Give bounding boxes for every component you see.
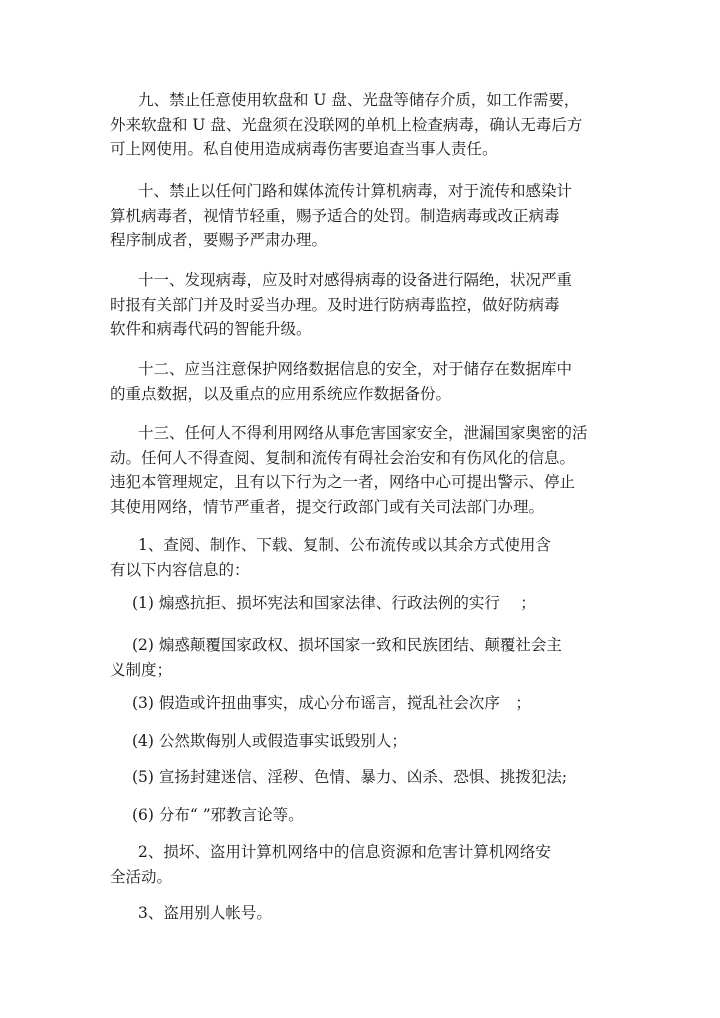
paragraph-10 [110,179,590,253]
paragraph-line: 外来软盘和 U 盘、光盘须在没联网的单机上检查病毒，确认无毒后方 [110,115,583,134]
paragraph-line: (5) 宣扬封建迷信、淫秽、色情、暴力、凶杀、恐惧、挑拨犯法; [132,768,568,786]
list-item-1 [110,533,590,582]
paragraph-line: 义制度； [110,660,173,679]
paragraph-line: 3、盗用别人帐号。 [138,904,272,922]
sub-item-2 [110,633,590,682]
paragraph-13 [110,421,590,519]
paragraph-line: 全活动。 [110,867,173,886]
paragraph-line: 软件和病毒代码的智能升级。 [110,320,312,338]
paragraph-line: 有以下内容信息的： [110,560,250,579]
paragraph-line: 十一、发现病毒，应及时对感得病毒的设备进行隔绝，状况严重 [138,271,573,289]
paragraph-11 [110,268,590,342]
list-item-2 [110,840,590,889]
paragraph-line: 十、禁止以任何门路和媒体流传计算机病毒，对于流传和感染计 [138,182,573,200]
list-item-3 [110,901,590,926]
sub-item-1 [110,591,590,616]
paragraph-line: 时报有关部门并及时妥当办理。及时进行防病毒监控，做好防病毒 [110,295,560,314]
paragraph-line: 动。任何人不得查阅、复制和流传有碍社会治安和有伤风化的信息。 [110,448,576,467]
paragraph-line: 其使用网络，情节严重者，提交行政部门或有关司法部门办理。 [110,497,545,516]
paragraph-line: 违犯本管理规定，且有以下行为之一者，网络中心可提出警示、停止 [110,473,576,491]
paragraph-line: 的重点数据，以及重点的应用系统应作数据备份。 [110,384,452,403]
paragraph-line: 可上网使用。私自使用造成病毒伤害要追查当事人责任。 [110,140,498,158]
paragraph-line: 十二、应当注意保护网络数据信息的安全，对于储存在数据库中 [138,360,573,378]
paragraph-line: (1) 煽惑抗拒、损坏宪法和国家法律、行政法例的实行 ； [132,594,536,612]
sub-item-5 [110,765,590,790]
sub-item-3 [110,691,590,716]
sub-item-6 [110,803,590,828]
paragraph-line: 十三、任何人不得利用网络从事危害国家安全，泄漏国家奥密的活 [138,424,588,442]
paragraph-line: (6) 分布“ ”邪教言论等。 [132,806,304,824]
paragraph-line: 2、损坏、盗用计算机网络中的信息资源和危害计算机网络安 [138,843,551,861]
paragraph-line: (3) 假造或许扭曲事实，成心分布谣言，搅乱社会次序 ； [132,694,531,712]
paragraph-line: (2) 煽惑颠覆国家政权、损坏国家一致和民族团结、颠覆社会主 [132,636,562,654]
paragraph-line: (4) 公然欺侮别人或假造事实诋毁别人； [132,732,407,750]
paragraph-9 [110,88,590,162]
sub-item-4 [110,729,590,754]
paragraph-line: 算机病毒者，视情节轻重，赐予适合的处罚。制造病毒或改正病毒 [110,206,560,225]
paragraph-line: 1、查阅、制作、下载、复制、公布流传或以其余方式使用含 [138,536,551,554]
paragraph-12 [110,357,590,406]
paragraph-line: 程序制成者，要赐予严肃办理。 [110,231,328,249]
paragraph-line: 九、禁止任意使用软盘和 U 盘、光盘等储存介质，如工作需要， [138,91,580,109]
